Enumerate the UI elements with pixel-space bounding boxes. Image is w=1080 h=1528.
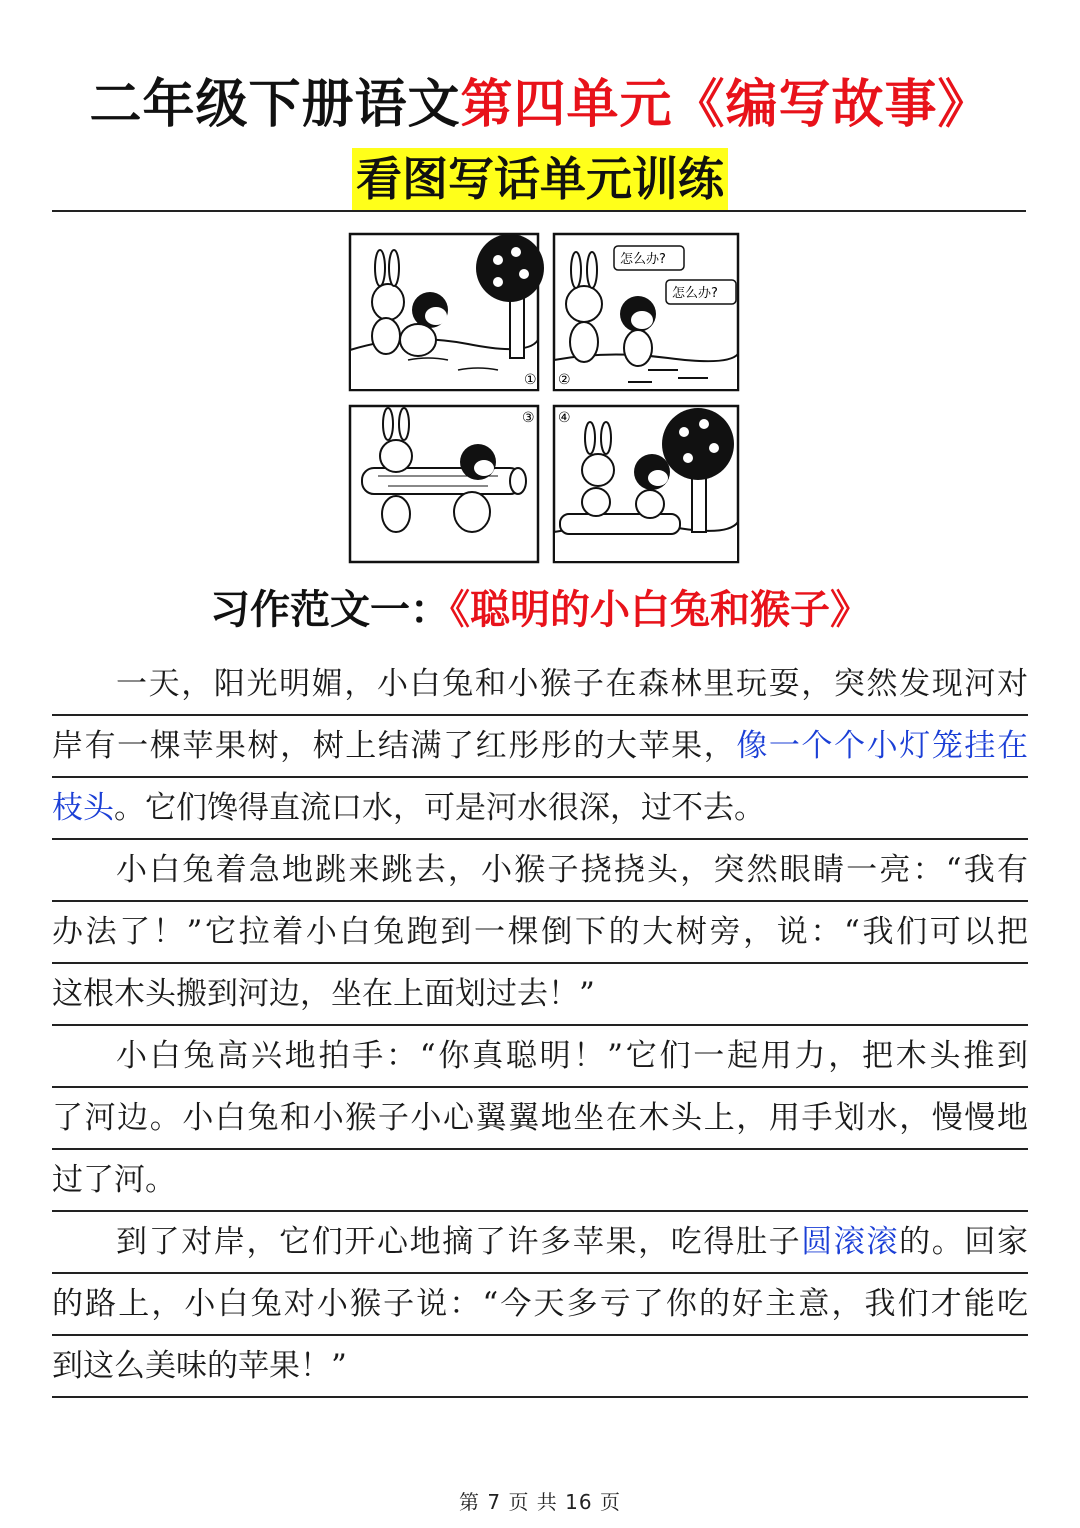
essay-text: 。它们馋得直流口水，可是河水很深，过不去。 — [114, 790, 765, 826]
essay-paragraph-1 — [52, 654, 1028, 840]
essay-line: 了河边。小白兔和小猴子小心翼翼地坐在木头上，用手划水，慢慢地 — [52, 1088, 1028, 1150]
subtitle-wrap — [0, 148, 1080, 210]
essay-line — [52, 716, 1028, 778]
speech-bubble-rabbit: 怎么办? — [620, 252, 666, 267]
essay-title — [0, 578, 1080, 635]
essay-paragraph-2 — [52, 840, 1028, 1026]
essay-line: 小白兔高兴地拍手：“你真聪明！”它们一起用力，把木头推到 — [52, 1026, 1028, 1088]
essay-line: 办法了！”它拉着小白兔跑到一棵倒下的大树旁，说：“我们可以把 — [52, 902, 1028, 964]
speech-bubble-monkey: 怎么办? — [672, 286, 718, 301]
comic-panel-1 — [350, 234, 544, 390]
comic-panel-number: ② — [558, 372, 571, 388]
page-title — [0, 62, 1080, 137]
page-number: 第 7 页 共 16 页 — [459, 1490, 621, 1514]
essay-paragraph-3 — [52, 1026, 1028, 1212]
comic-panel-3 — [350, 406, 538, 562]
essay-line: 到这么美味的苹果！” — [52, 1336, 1028, 1398]
title-black-part: 二年级下册语文 — [89, 75, 461, 135]
header-divider — [52, 210, 1026, 212]
title-red-part: 第四单元《编写故事》 — [460, 75, 991, 135]
comic-panel-4 — [554, 406, 738, 562]
subtitle-highlighted: 看图写话单元训练 — [352, 148, 728, 210]
essay-line: 一天，阳光明媚，小白兔和小猴子在森林里玩耍，突然发现河对 — [52, 654, 1028, 716]
essay-line — [52, 1212, 1028, 1274]
essay-text: 岸有一棵苹果树，树上结满了红彤彤的大苹果， — [52, 728, 737, 764]
comic-panel-2 — [554, 234, 738, 390]
essay-line: 小白兔着急地跳来跳去，小猴子挠挠头，突然眼睛一亮：“我有 — [52, 840, 1028, 902]
essay-line: 这根木头搬到河边，坐在上面划过去！” — [52, 964, 1028, 1026]
essay-paragraph-4 — [52, 1212, 1028, 1398]
essay-title-name: 《聪明的小白兔和猴子》 — [450, 586, 870, 633]
comic-illustration — [348, 232, 740, 564]
comic-panel-number: ③ — [522, 410, 535, 426]
comic-panel-number: ① — [524, 372, 537, 388]
essay-highlight-phrase: 枝头 — [52, 790, 114, 826]
essay-body — [52, 654, 1028, 1398]
essay-line: 过了河。 — [52, 1150, 1028, 1212]
essay-highlight-phrase: 圆滚滚 — [801, 1224, 900, 1260]
essay-title-label: 习作范文一： — [210, 586, 450, 633]
essay-line: 的路上，小白兔对小猴子说：“今天多亏了你的好主意，我们才能吃 — [52, 1274, 1028, 1336]
comic-panel-number: ④ — [558, 410, 571, 426]
essay-highlight-phrase: 像一个个小灯笼挂在 — [736, 728, 1029, 764]
essay-text: 到了对岸，它们开心地摘了许多苹果，吃得肚子 — [116, 1224, 802, 1260]
essay-text: 的。回家 — [899, 1224, 1029, 1260]
essay-line — [52, 778, 1028, 840]
